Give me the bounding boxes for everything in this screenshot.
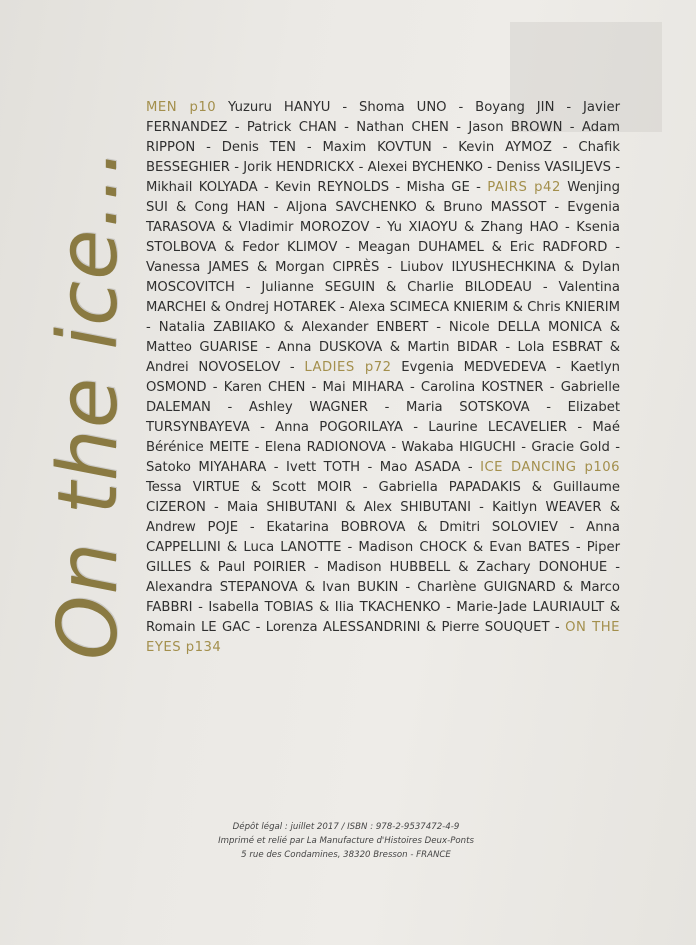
section-heading-on-the-eyes: ON THE EYES p134 [146,620,620,655]
colophon-address: 5 rue des Condamines, 38320 Bresson - FRANCE [241,850,451,860]
section-heading-pairs: PAIRS p42 [487,180,561,195]
section-heading-ice-dancing: ICE DANCING p106 [480,460,620,475]
section-text-ladies: Evgenia MEDVEDEVA - Kaetlyn OSMOND - Karen CHEN - Mai MIHARA - Carolina KOSTNER - Gabrielle DALEMAN - Ashley WAGNER - Maria SOTSKOVA - Elizabet TURSYNBAYEVA - Anna POGORILAYA - Laurine LECAVELIER - Maé Bérénice MEITE - Elena RADIONOVA - Wakaba HIGUCHI - Gracie Gold - Satoko MIYAHARA - Ivett TOTH - Mao ASADA - [146,360,620,475]
contents-paragraph [146,98,620,658]
colophon [140,820,552,862]
colophon-legal-deposit: Dépôt légal : juillet 2017 / ISBN : 978-2-9537472-4-9 [232,822,460,832]
section-heading-men: MEN p10 [146,100,217,115]
page-title: On the ice... [41,147,136,660]
section-heading-ladies: LADIES p72 [304,360,392,375]
section-text-men: Yuzuru HANYU - Shoma UNO - Boyang JIN - Javier FERNANDEZ - Patrick CHAN - Nathan CHEN - Jason BROWN - Adam RIPPON - Denis TEN - Maxim KOVTUN - Kevin AYMOZ - Chafik BESSEGHIER - Jorik HENDRICKX - Alexei BYCHENKO - Deniss VASILJEVS - Mikhail KOLYADA - Kevin REYNOLDS - Misha GE - [146,100,620,195]
section-text-pairs: Wenjing SUI & Cong HAN - Aljona SAVCHENKO & Bruno MASSOT - Evgenia TARASOVA & Vladimir MOROZOV - Yu XIAOYU & Zhang HAO - Ksenia STOLBOVA & Fedor KLIMOV - Meagan DUHAMEL & Eric RADFORD - Vanessa JAMES & Morgan CIPRÈS - Liubov ILYUSHECHKINA & Dylan MOSCOVITCH - Julianne SEGUIN & Charlie BILODEAU - Valentina MARCHEI & Ondrej HOTAREK - Alexa SCIMECA KNIERIM & Chris KNIERIM - Natalia ZABIIAKO & Alexander ENBERT - Nicole DELLA MONICA & Matteo GUARISE - Anna DUSKOVA & Martin BIDAR - Lola ESBRAT & Andrei NOVOSELOV - [146,180,620,375]
section-text-ice-dancing: Tessa VIRTUE & Scott MOIR - Gabriella PAPADAKIS & Guillaume CIZERON - Maia SHIBUTANI & Alex SHIBUTANI - Kaitlyn WEAVER & Andrew POJE - Ekatarina BOBROVA & Dmitri SOLOVIEV - Anna CAPPELLINI & Luca LANOTTE - Madison CHOCK & Evan BATES - Piper GILLES & Paul POIRIER - Madison HUBBELL & Zachary DONOHUE - Alexandra STEPANOVA & Ivan BUKIN - Charlène GUIGNARD & Marco FABBRI - Isabella TOBIAS & Ilia TKACHENKO - Marie-Jade LAURIAULT & Romain LE GAC - Lorenza ALESSANDRINI & Pierre SOUQUET - [146,480,620,635]
colophon-printer: Imprimé et relié par La Manufacture d'Histoires Deux-Ponts [218,836,474,846]
